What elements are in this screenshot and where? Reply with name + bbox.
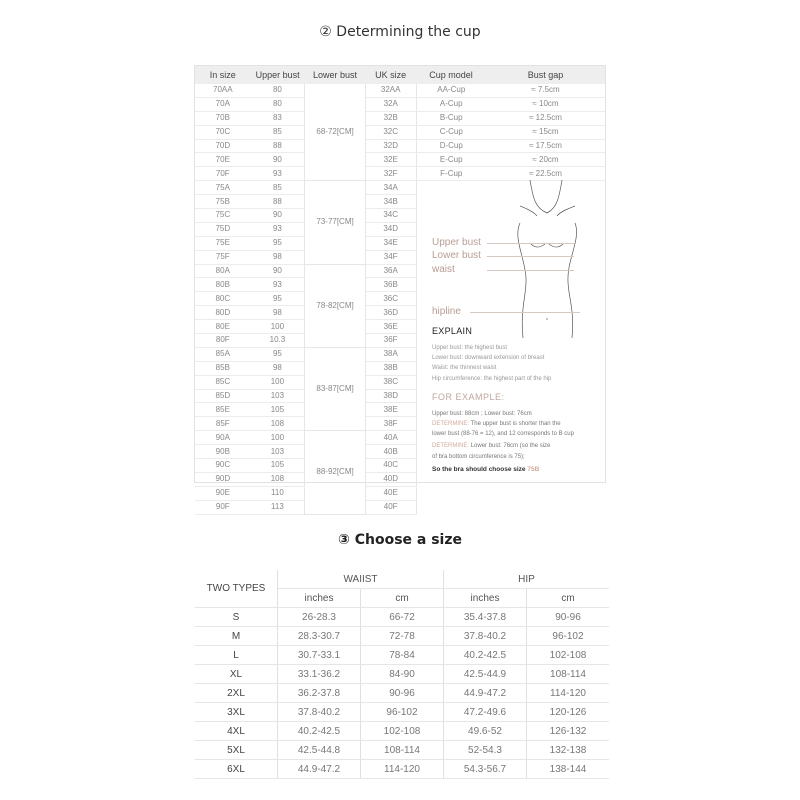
- waist-cm-cell: 108-114: [361, 741, 444, 760]
- hip-inches-cell: 54.3-56.7: [444, 760, 527, 779]
- cup-table-row: [195, 153, 605, 167]
- header-hip: HIP: [444, 570, 610, 589]
- in-size-cell: 80B: [195, 278, 251, 292]
- uk-size-cell: 32A: [365, 97, 416, 111]
- waist-cm-cell: 90-96: [361, 684, 444, 703]
- in-size-cell: 80F: [195, 334, 251, 348]
- hip-cm-cell: 108-114: [527, 665, 610, 684]
- uk-size-cell: 32D: [365, 139, 416, 153]
- upper-bust-cell: 80: [251, 97, 305, 111]
- upper-bust-cell: 93: [251, 167, 305, 181]
- in-size-cell: 90E: [195, 486, 251, 500]
- waist-cm-cell: 96-102: [361, 703, 444, 722]
- bust-gap-cell: ≈ 20cm: [486, 153, 605, 167]
- uk-size-cell: 32B: [365, 111, 416, 125]
- upper-bust-cell: 110: [251, 486, 305, 500]
- upper-bust-cell: 88: [251, 139, 305, 153]
- conclusion-text: So the bra should choose size: [432, 466, 528, 473]
- in-size-cell: 75A: [195, 181, 251, 195]
- in-size-cell: 85F: [195, 417, 251, 431]
- waist-cm-cell: 102-108: [361, 722, 444, 741]
- waist-inches-cell: 44.9-47.2: [278, 760, 361, 779]
- uk-size-cell: 34F: [365, 250, 416, 264]
- cup-model-cell: B-Cup: [416, 111, 486, 125]
- header-in-size: In size: [195, 66, 251, 84]
- header-lower-bust: Lower bust: [305, 66, 366, 84]
- waist-inches-cell: 26-28.3: [278, 608, 361, 627]
- uk-size-cell: 40A: [365, 431, 416, 445]
- upper-bust-cell: 10.3: [251, 334, 305, 348]
- cup-table-header: [195, 66, 605, 84]
- upper-bust-cell: 93: [251, 278, 305, 292]
- determine-label: DETERMINE:: [432, 443, 470, 449]
- size-table-row: [195, 665, 609, 684]
- in-size-cell: 70C: [195, 125, 251, 139]
- upper-bust-line: [487, 243, 574, 244]
- bust-gap-cell: ≈ 12.5cm: [486, 111, 605, 125]
- size-label-cell: 5XL: [195, 741, 278, 760]
- in-size-cell: 75D: [195, 222, 251, 236]
- example-title: FOR EXAMPLE:: [432, 392, 505, 402]
- uk-size-cell: 32F: [365, 167, 416, 181]
- in-size-cell: 85A: [195, 347, 251, 361]
- upper-bust-cell: 100: [251, 320, 305, 334]
- upper-bust-cell: 98: [251, 361, 305, 375]
- waist-inches-cell: 37.8-40.2: [278, 703, 361, 722]
- hip-inches-cell: 49.6-52: [444, 722, 527, 741]
- hip-inches-cell: 47.2-49.6: [444, 703, 527, 722]
- label-hipline: hipline: [432, 306, 461, 317]
- example-determine-1b: lower bust (88-76 = 12), and 12 corresponds to B cup: [432, 431, 574, 437]
- cup-model-cell: F-Cup: [416, 167, 486, 181]
- explain-line: Upper bust: the highest bust: [432, 345, 508, 351]
- upper-bust-cell: 83: [251, 111, 305, 125]
- in-size-cell: 85D: [195, 389, 251, 403]
- size-table-row: [195, 703, 609, 722]
- upper-bust-cell: 108: [251, 472, 305, 486]
- in-size-cell: 70F: [195, 167, 251, 181]
- hip-cm-cell: 102-108: [527, 646, 610, 665]
- determine-label: DETERMINE:: [432, 421, 470, 427]
- cup-table-row: [195, 97, 605, 111]
- uk-size-cell: 34C: [365, 209, 416, 223]
- uk-size-cell: 40F: [365, 500, 416, 514]
- in-size-cell: 90F: [195, 500, 251, 514]
- uk-size-cell: 38F: [365, 417, 416, 431]
- header-upper-bust: Upper bust: [251, 66, 305, 84]
- uk-size-cell: 32C: [365, 125, 416, 139]
- size-table-row: [195, 684, 609, 703]
- upper-bust-cell: 90: [251, 209, 305, 223]
- upper-bust-cell: 95: [251, 347, 305, 361]
- size-label-cell: L: [195, 646, 278, 665]
- waist-inches-cell: 36.2-37.8: [278, 684, 361, 703]
- bust-gap-cell: ≈ 7.5cm: [486, 84, 605, 97]
- hip-inches-cell: 35.4-37.8: [444, 608, 527, 627]
- bust-gap-cell: ≈ 22.5cm: [486, 167, 605, 181]
- size-label-cell: M: [195, 627, 278, 646]
- upper-bust-cell: 93: [251, 222, 305, 236]
- size-label-cell: 3XL: [195, 703, 278, 722]
- in-size-cell: 70D: [195, 139, 251, 153]
- cup-table-row: [195, 139, 605, 153]
- lower-bust-cell: 68-72[CM]: [305, 84, 366, 181]
- uk-size-cell: 40B: [365, 445, 416, 459]
- subheader-waist-cm: cm: [361, 589, 444, 608]
- waist-inches-cell: 28.3-30.7: [278, 627, 361, 646]
- header-bust-gap: Bust gap: [486, 66, 605, 84]
- in-size-cell: 70A: [195, 97, 251, 111]
- in-size-cell: 90C: [195, 459, 251, 473]
- hip-cm-cell: 138-144: [527, 760, 610, 779]
- waist-cm-cell: 84-90: [361, 665, 444, 684]
- in-size-cell: 80D: [195, 306, 251, 320]
- upper-bust-cell: 105: [251, 403, 305, 417]
- example-line-measurements: Upper bust: 88cm ; Lower bust: 76cm: [432, 411, 532, 417]
- uk-size-cell: 34A: [365, 181, 416, 195]
- uk-size-cell: 38D: [365, 389, 416, 403]
- size-label-cell: S: [195, 608, 278, 627]
- example-determine-2b: of bra bottom circumference is 75);: [432, 454, 525, 460]
- waist-inches-cell: 30.7-33.1: [278, 646, 361, 665]
- upper-bust-cell: 80: [251, 84, 305, 97]
- lower-bust-line: [487, 256, 574, 257]
- uk-size-cell: 38A: [365, 347, 416, 361]
- upper-bust-cell: 113: [251, 500, 305, 514]
- waist-cm-cell: 114-120: [361, 760, 444, 779]
- uk-size-cell: 36F: [365, 334, 416, 348]
- hip-inches-cell: 42.5-44.9: [444, 665, 527, 684]
- in-size-cell: 70B: [195, 111, 251, 125]
- in-size-cell: 70AA: [195, 84, 251, 97]
- cup-model-cell: AA-Cup: [416, 84, 486, 97]
- waist-cm-cell: 66-72: [361, 608, 444, 627]
- section-title-cup: ② Determining the cup: [319, 24, 481, 40]
- waist-cm-cell: 78-84: [361, 646, 444, 665]
- explain-line: Waist: the thinnest waist: [432, 365, 497, 371]
- in-size-cell: 90A: [195, 431, 251, 445]
- uk-size-cell: 34E: [365, 236, 416, 250]
- size-label-cell: 6XL: [195, 760, 278, 779]
- cup-model-cell: A-Cup: [416, 97, 486, 111]
- cup-model-cell: C-Cup: [416, 125, 486, 139]
- uk-size-cell: 38E: [365, 403, 416, 417]
- hipline-line: [470, 312, 580, 313]
- uk-size-cell: 36A: [365, 264, 416, 278]
- hip-cm-cell: 96-102: [527, 627, 610, 646]
- uk-size-cell: 40C: [365, 459, 416, 473]
- hip-inches-cell: 40.2-42.5: [444, 646, 527, 665]
- waist-inches-cell: 42.5-44.8: [278, 741, 361, 760]
- hip-inches-cell: 44.9-47.2: [444, 684, 527, 703]
- example-determine-2: [432, 443, 550, 449]
- in-size-cell: 80E: [195, 320, 251, 334]
- cup-model-cell: D-Cup: [416, 139, 486, 153]
- upper-bust-cell: 105: [251, 459, 305, 473]
- size-label-cell: 4XL: [195, 722, 278, 741]
- upper-bust-cell: 100: [251, 375, 305, 389]
- size-chart-table: [195, 570, 609, 779]
- hip-cm-cell: 90-96: [527, 608, 610, 627]
- explain-line: Lower bust: downward extension of breast: [432, 355, 545, 361]
- lower-bust-cell: 78-82[CM]: [305, 264, 366, 347]
- hip-cm-cell: 132-138: [527, 741, 610, 760]
- hip-cm-cell: 114-120: [527, 684, 610, 703]
- uk-size-cell: 34D: [365, 222, 416, 236]
- conclusion-size: 75B: [527, 466, 540, 473]
- subheader-hip-inches: inches: [444, 589, 527, 608]
- subheader-hip-cm: cm: [527, 589, 610, 608]
- bust-gap-cell: ≈ 10cm: [486, 97, 605, 111]
- lower-bust-cell: 88-92[CM]: [305, 431, 366, 514]
- upper-bust-cell: 90: [251, 153, 305, 167]
- in-size-cell: 85C: [195, 375, 251, 389]
- cup-table-row: [195, 111, 605, 125]
- explain-title: EXPLAIN: [432, 326, 473, 336]
- hair-outline: [520, 206, 575, 216]
- in-size-cell: 85E: [195, 403, 251, 417]
- left-body-outline: [518, 223, 526, 338]
- upper-bust-cell: 95: [251, 236, 305, 250]
- label-waist: waist: [432, 264, 455, 275]
- header-waist: WAIIST: [278, 570, 444, 589]
- uk-size-cell: 32AA: [365, 84, 416, 97]
- hip-inches-cell: 37.8-40.2: [444, 627, 527, 646]
- in-size-cell: 85B: [195, 361, 251, 375]
- neck-outline: [530, 180, 562, 213]
- size-label-cell: 2XL: [195, 684, 278, 703]
- cup-table-row: [195, 125, 605, 139]
- determine-text: The upper bust is shorter than the: [469, 421, 561, 427]
- waist-inches-cell: 40.2-42.5: [278, 722, 361, 741]
- uk-size-cell: 34B: [365, 195, 416, 209]
- upper-bust-cell: 85: [251, 125, 305, 139]
- in-size-cell: 70E: [195, 153, 251, 167]
- upper-bust-cell: 85: [251, 181, 305, 195]
- upper-bust-cell: 98: [251, 306, 305, 320]
- in-size-cell: 90D: [195, 472, 251, 486]
- lower-bust-cell: 73-77[CM]: [305, 181, 366, 264]
- size-table-row: [195, 741, 609, 760]
- upper-bust-cell: 90: [251, 264, 305, 278]
- header-cup-model: Cup model: [416, 66, 486, 84]
- uk-size-cell: 40D: [365, 472, 416, 486]
- in-size-cell: 75B: [195, 195, 251, 209]
- label-upper-bust: Upper bust: [432, 237, 481, 248]
- size-table-row: [195, 722, 609, 741]
- in-size-cell: 75F: [195, 250, 251, 264]
- in-size-cell: 80A: [195, 264, 251, 278]
- example-conclusion: [432, 466, 539, 473]
- header-uk-size: UK size: [365, 66, 416, 84]
- waist-inches-cell: 33.1-36.2: [278, 665, 361, 684]
- waist-cm-cell: 72-78: [361, 627, 444, 646]
- hip-inches-cell: 52-54.3: [444, 741, 527, 760]
- example-determine-1: [432, 421, 561, 427]
- label-lower-bust: Lower bust: [432, 250, 481, 261]
- size-table-row: [195, 760, 609, 779]
- upper-bust-cell: 103: [251, 445, 305, 459]
- upper-bust-cell: 88: [251, 195, 305, 209]
- in-size-cell: 75E: [195, 236, 251, 250]
- in-size-cell: 80C: [195, 292, 251, 306]
- upper-bust-cell: 98: [251, 250, 305, 264]
- lower-bust-cell: 83-87[CM]: [305, 347, 366, 430]
- waist-line: [487, 270, 574, 271]
- bust-outline: [531, 244, 563, 247]
- upper-bust-cell: 95: [251, 292, 305, 306]
- uk-size-cell: 32E: [365, 153, 416, 167]
- subheader-waist-inches: inches: [278, 589, 361, 608]
- cup-model-cell: E-Cup: [416, 153, 486, 167]
- uk-size-cell: 40E: [365, 486, 416, 500]
- uk-size-cell: 38B: [365, 361, 416, 375]
- header-two-types: TWO TYPES: [195, 570, 278, 608]
- uk-size-cell: 36B: [365, 278, 416, 292]
- section-title-size: ③ Choose a size: [337, 532, 462, 548]
- uk-size-cell: 36D: [365, 306, 416, 320]
- upper-bust-cell: 108: [251, 417, 305, 431]
- bust-gap-cell: ≈ 17.5cm: [486, 139, 605, 153]
- size-table-row: [195, 646, 609, 665]
- hip-cm-cell: 126-132: [527, 722, 610, 741]
- right-body-outline: [568, 223, 577, 338]
- determine-text: Lower bust: 76cm (so the size: [469, 443, 551, 449]
- explain-line: Hip circumference: the highest part of the hip: [432, 376, 552, 382]
- size-label-cell: XL: [195, 665, 278, 684]
- upper-bust-cell: 100: [251, 431, 305, 445]
- uk-size-cell: 38C: [365, 375, 416, 389]
- hip-cm-cell: 120-126: [527, 703, 610, 722]
- size-table-row: [195, 627, 609, 646]
- uk-size-cell: 36E: [365, 320, 416, 334]
- upper-bust-cell: 103: [251, 389, 305, 403]
- bust-gap-cell: ≈ 15cm: [486, 125, 605, 139]
- uk-size-cell: 36C: [365, 292, 416, 306]
- in-size-cell: 75C: [195, 209, 251, 223]
- cup-table-row: [195, 84, 605, 97]
- in-size-cell: 90B: [195, 445, 251, 459]
- size-table-row: [195, 608, 609, 627]
